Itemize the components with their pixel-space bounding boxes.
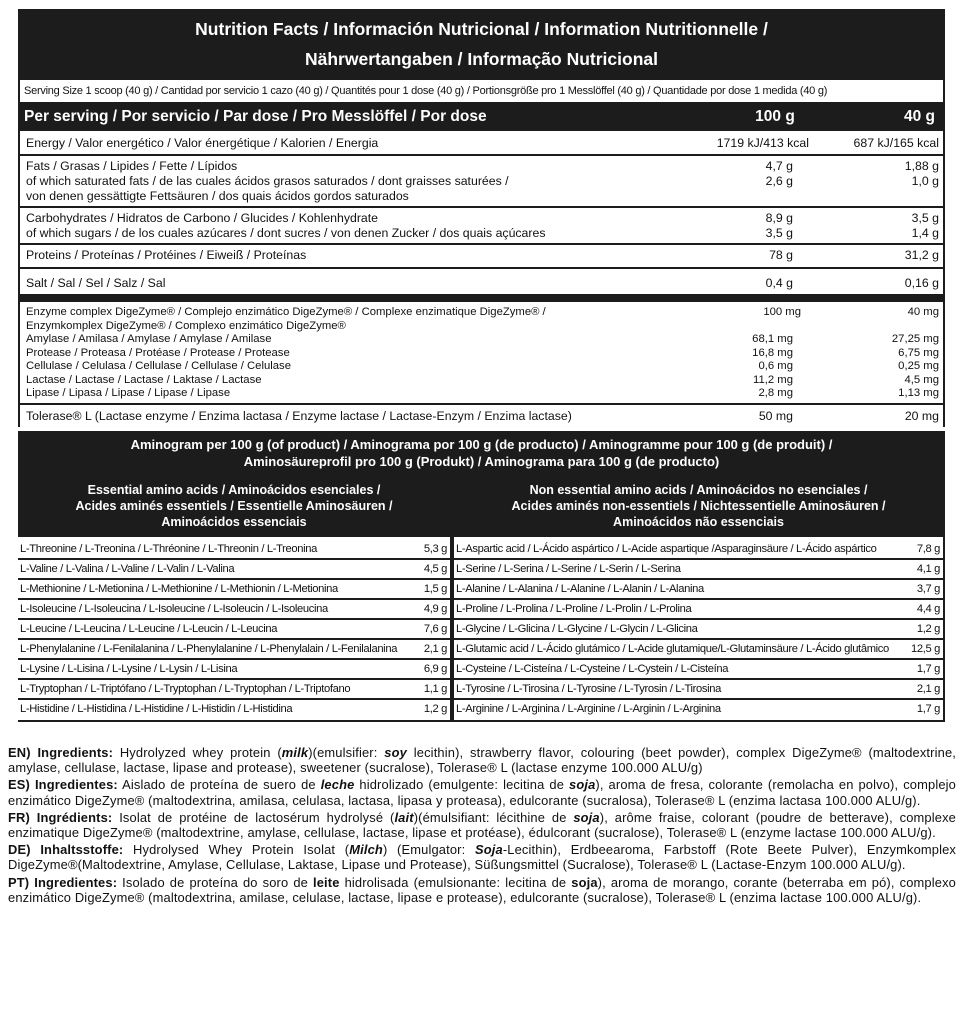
- ingredients-text: ), arôme fraise, colorant (poudre de betterave), complexe enzimatique DigeZyme® (maltodextrine, amylase, cellulase, lactase, lipase et protéase), édulcorant (sucralose), Tolerase® L (enzyme lactase 100.000 ALU/g).: [8, 809, 956, 841]
- ingredients-en: [8, 745, 956, 775]
- header-title-line1: Nutrition Facts / Información Nutricional / Information Nutritionnelle /: [195, 19, 768, 39]
- per-serving-row: [18, 102, 945, 131]
- row-value-100g: 78 g: [769, 248, 793, 262]
- ingredients-text: Isolado de proteína do soro de: [117, 874, 313, 890]
- row-value-100g: 8,9 g: [765, 211, 793, 225]
- row-subvalue-40g: 1,4 g: [911, 226, 939, 240]
- enzyme-item-value-40g: 6,75 mg: [898, 346, 939, 359]
- allergen: milk: [281, 745, 309, 760]
- amino-acid-name: L-Proline / L-Prolina / L-Proline / L-Prolin / L-Prolina: [456, 602, 692, 615]
- amino-acid-name: L-Serine / L-Serina / L-Serine / L-Serin / L-Serina: [456, 562, 681, 575]
- essential-amino-list: [18, 537, 450, 720]
- amino-acid-value: 2,1 g: [916, 682, 940, 695]
- nonessential-amino-row: [454, 600, 943, 620]
- enzyme-item-label: Lactase / Lactase / Lactase / Laktase / Lactase: [26, 373, 262, 386]
- ingredients-heading: Ingrédients:: [36, 809, 113, 825]
- amino-acid-name: L-Phenylalanine / L-Fenilalanina / L-Phenylalanine / L-Phenylalain / L-Fenilalanina: [20, 642, 398, 655]
- amino-acid-value: 5,3 g: [423, 542, 447, 555]
- allergen: soja: [573, 809, 600, 825]
- ingredients-text: hidrolisada (emulsionante: lecitina de: [339, 874, 572, 890]
- allergen: soja: [571, 874, 598, 890]
- amino-acid-value: 7,8 g: [916, 542, 940, 555]
- essential-amino-acids-title: [18, 479, 450, 537]
- essential-amino-row: [18, 700, 450, 720]
- ingredients-es: [8, 777, 956, 807]
- header-title-line2: Nährwertangaben / Informação Nutricional: [305, 49, 658, 69]
- enzyme-item-value-40g: 0,25 mg: [898, 360, 939, 372]
- ingredients-text: Hydrolyzed whey protein (: [113, 745, 282, 760]
- amino-acid-value: 4,5 g: [423, 562, 447, 575]
- ingredients-text: ), aroma de fresa, colorante (remolacha en polvo), complejo enzimático DigeZyme® (maltodextrina, amilasa, celulasa, lactasa, lipasa y proteasa), edulcorante (sucralosa), Tolerase® L (enzima lactasa 100.000 ALU/g).: [8, 777, 956, 808]
- essential-amino-row: [18, 660, 450, 680]
- nonessential-amino-row: [454, 620, 943, 640]
- nonessential-title-line: Aminoácidos não essenciais: [613, 514, 784, 529]
- nonessential-amino-row: [454, 640, 943, 660]
- ingredients-heading: Ingredients:: [37, 745, 114, 760]
- nonessential-amino-acids-title: [454, 479, 943, 537]
- row-value-40g: 1,88 g: [904, 159, 939, 173]
- ingredients-text: )(émulsifiant: lécithine de: [413, 809, 574, 825]
- row-label: Carbohydrates / Hidratos de Carbono / Glucides / Kohlenhydrate: [26, 211, 379, 225]
- row-value-100g: 1719 kJ/413 kcal: [716, 136, 809, 150]
- row-value-100g: 4,7 g: [765, 159, 793, 173]
- amino-acid-value: 1,5 g: [423, 582, 447, 595]
- aminogram-columns: [18, 479, 945, 722]
- nutrition-panel: [18, 9, 945, 722]
- lang-code: PT): [8, 874, 30, 890]
- allergen: Milch: [349, 842, 383, 858]
- essential-amino-row: [18, 680, 450, 700]
- amino-acid-name: L-Methionine / L-Metionina / L-Methionine / L-Methionin / L-Metionina: [20, 582, 338, 595]
- nonessential-amino-row: [454, 660, 943, 680]
- allergen: leche: [320, 777, 355, 793]
- ingredients-text: ) (Emulgator:: [382, 842, 475, 858]
- amino-acid-name: L-Lysine / L-Lisina / L-Lysine / L-Lysin / L-Lisina: [20, 662, 238, 675]
- lang-code: ES): [8, 777, 30, 793]
- essential-amino-row: [18, 560, 450, 580]
- allergen: soja: [569, 777, 596, 793]
- ingredients-heading: Inhaltsstoffe:: [40, 842, 124, 858]
- row-value-100g: 0,4 g: [765, 276, 793, 290]
- nonessential-title-line: Acides aminés non-essentiels / Nichtessentielle Aminosäuren /: [511, 498, 886, 513]
- row-label: Salt / Sal / Sel / Salz / Sal: [26, 276, 166, 290]
- nutrition-row-carbohydrates: [20, 208, 943, 245]
- amino-acid-name: L-Alanine / L-Alanina / L-Alanine / L-Alanin / L-Alanina: [456, 582, 704, 595]
- lang-code: DE): [8, 842, 31, 858]
- row-subvalue-40g: 1,0 g: [911, 174, 939, 188]
- amino-acid-name: L-Arginine / L-Arginina / L-Arginine / L-Arginin / L-Arginina: [456, 702, 721, 715]
- enzyme-item-value-40g: 1,13 mg: [898, 387, 939, 399]
- nonessential-amino-row: [454, 540, 943, 560]
- nonessential-amino-row: [454, 700, 943, 720]
- amino-acid-value: 1,7 g: [916, 662, 940, 675]
- nutrition-row-salt: [20, 269, 943, 302]
- enzyme-item-label: Lipase / Lipasa / Lipase / Lipase / Lipase: [26, 387, 231, 399]
- amino-acid-name: L-Cysteine / L-Cisteína / L-Cysteine / L-Cystein / L-Cisteína: [456, 662, 729, 675]
- enzyme-item: [20, 347, 943, 361]
- ingredients-text: Aislado de proteína de suero de: [117, 777, 321, 793]
- amino-acid-value: 1,1 g: [423, 682, 447, 695]
- ingredients-text: lecithin), strawberry flavor, colouring (beet powder), complex DigeZyme® (maltodextrine, amylase, cellulase, lactase, lipase and protease), sweetener (sucralose), Tolerase® L (lactase enzyme 100.000 ALU/g): [8, 745, 956, 776]
- enzyme-item: [20, 360, 943, 374]
- amino-acid-name: L-Isoleucine / L-Isoleucina / L-Isoleucine / L-Isoleucin / L-Isoleucina: [20, 602, 328, 615]
- amino-acid-value: 3,7 g: [916, 582, 940, 595]
- ingredients-fr: [8, 810, 956, 840]
- enzyme-complex-block: [20, 302, 943, 405]
- tolerase-value-40g: 20 mg: [904, 408, 939, 423]
- row-value-40g: 687 kJ/165 kcal: [853, 136, 939, 150]
- nonessential-amino-row: [454, 560, 943, 580]
- amino-acid-name: L-Tyrosine / L-Tirosina / L-Tyrosine / L-Tyrosin / L-Tirosina: [456, 682, 722, 695]
- amino-acid-name: L-Glutamic acid / L-Ácido glutámico / L-Acide glutamique/L-Glutaminsäure / L-Ácido glutâmico: [456, 642, 889, 655]
- row-label: Fats / Grasas / Lipides / Fette / Lípidos: [26, 159, 238, 173]
- enzyme-item-value-100g: 0,6 mg: [758, 360, 793, 372]
- nutrition-row-proteins: [20, 245, 943, 269]
- amino-acid-name: L-Glycine / L-Glicina / L-Glycine / L-Glycin / L-Glicina: [456, 622, 698, 635]
- allergen: lait: [394, 809, 414, 825]
- per-serving-label: Per serving / Por servicio / Par dose / Pro Messlöffel / Por dose: [24, 107, 487, 125]
- ingredients-text: Hydrolysed Whey Protein Isolat (: [123, 842, 350, 858]
- ingredients-de: [8, 842, 956, 872]
- enzyme-item-value-40g: 27,25 mg: [891, 333, 939, 345]
- tolerase-label: Tolerase® L (Lactase enzyme / Enzima lactasa / Enzyme lactase / Lactase-Enzym / Enzima lactase): [26, 408, 572, 423]
- amino-acid-value: 1,2 g: [423, 702, 447, 715]
- aminogram-title-line2: Aminosäureprofil pro 100 g (Produkt) / Aminograma para 100 g (de producto): [243, 453, 720, 469]
- enzyme-item-label: Protease / Proteasa / Protéase / Protease / Protease: [26, 346, 290, 359]
- nonessential-amino-acids: [454, 479, 943, 720]
- ingredients-text: hidrolizado (emulgente: lecitina de: [354, 777, 569, 793]
- col-40g-header: 40 g: [903, 107, 935, 125]
- ingredients-text: )(emulsifier:: [308, 745, 385, 760]
- row-sublabel-line1: of which saturated fats / de las cuales ácidos grasos saturados / dont graisses saturées /: [26, 174, 509, 188]
- ingredients-text: -Lecithin), Erdbeearoma, Farbstoff (Rote Beete Pulver), Enzymkomplex DigeZyme®(Maltodextrine, Amylase, Cellulase, Laktase, Lipase und Protease), Süßungsmittel (Sucralose), Tolerase® L (Lactase-Enzym 100.000 ALU/g).: [8, 842, 957, 873]
- tolerase-row: [20, 405, 943, 427]
- row-value-40g: 31,2 g: [904, 248, 939, 262]
- row-sublabel: [20, 174, 693, 204]
- row-subvalue-100g: 2,6 g: [765, 174, 793, 188]
- nutrition-table: [18, 131, 945, 427]
- essential-amino-acids: [18, 479, 450, 720]
- enzyme-item: [20, 374, 943, 388]
- amino-acid-name: L-Valine / L-Valina / L-Valine / L-Valin / L-Valina: [20, 562, 235, 575]
- amino-acid-value: 4,1 g: [916, 562, 940, 575]
- amino-acid-name: L-Histidine / L-Histidina / L-Histidine / L-Histidin / L-Histidina: [20, 702, 293, 715]
- ingredients-heading: Ingredientes:: [34, 777, 118, 793]
- col-100g-header: 100 g: [755, 107, 795, 125]
- nonessential-title-line: Non essential amino acids / Aminoácidos no esenciales /: [529, 482, 868, 497]
- amino-acid-name: L-Tryptophan / L-Triptófano / L-Tryptophan / L-Tryptophan / L-Triptofano: [20, 682, 351, 695]
- enzyme-item-value-100g: 2,8 mg: [758, 387, 793, 399]
- nutrition-header: [18, 9, 945, 80]
- lang-code: EN): [8, 745, 31, 760]
- allergen: soy: [384, 745, 407, 760]
- essential-amino-row: [18, 540, 450, 560]
- amino-acid-name: L-Leucine / L-Leucina / L-Leucine / L-Leucin / L-Leucina: [20, 622, 278, 635]
- amino-acid-value: 4,9 g: [423, 602, 447, 615]
- essential-amino-row: [18, 620, 450, 640]
- enzyme-value-40g: 40 mg: [907, 306, 939, 318]
- row-value-40g: 3,5 g: [911, 211, 939, 225]
- row-subvalue-100g: 3,5 g: [765, 226, 793, 240]
- enzyme-title-line1: Enzyme complex DigeZyme® / Complejo enzimático DigeZyme® / Complexe enzimatique DigeZyme® /: [26, 306, 546, 318]
- amino-acid-value: 1,2 g: [916, 622, 940, 635]
- nonessential-amino-row: [454, 680, 943, 700]
- nutrition-row-energy: [20, 131, 943, 156]
- ingredients-pt: [8, 875, 956, 905]
- enzyme-item-value-100g: 11,2 mg: [753, 373, 793, 386]
- essential-amino-row: [18, 580, 450, 600]
- row-sublabel-line2: von denen gessättigte Fettsäuren / dos quais ácidos gordos saturados: [26, 189, 409, 203]
- amino-acid-name: L-Threonine / L-Treonina / L-Thréonine / L-Threonin / L-Treonina: [20, 542, 318, 555]
- enzyme-item-value-100g: 68,1 mg: [752, 333, 793, 345]
- enzyme-item-value-100g: 16,8 mg: [752, 346, 793, 359]
- tolerase-value-100g: 50 mg: [758, 408, 793, 423]
- amino-acid-value: 2,1 g: [423, 642, 447, 655]
- ingredients-section: [8, 745, 956, 907]
- nutrition-row-fats: [20, 156, 943, 208]
- allergen: Soja: [475, 842, 503, 858]
- amino-acid-value: 4,4 g: [916, 602, 940, 615]
- amino-acid-value: 12,5 g: [910, 642, 940, 655]
- enzyme-title: [20, 306, 693, 333]
- row-sublabel: of which sugars / de los cuales azúcares / dont sucres / von denen Zucker / dos quais açúcares: [26, 226, 546, 240]
- enzyme-item-label: Cellulase / Celulasa / Cellulase / Cellulase / Celulase: [26, 360, 291, 372]
- essential-title-line: Essential amino acids / Aminoácidos esenciales /: [87, 482, 381, 497]
- aminogram-header: [18, 431, 945, 479]
- enzyme-item: [20, 387, 943, 401]
- lang-code: FR): [8, 809, 30, 825]
- serving-size: Serving Size 1 scoop (40 g) / Cantidad por servicio 1 cazo (40 g) / Quantités pour 1 dose (40 g) / Portionsgröße pro 1 Messlöffel (40 g) / Quantidade por dose 1 medida (40 g): [18, 80, 945, 102]
- amino-acid-value: 6,9 g: [423, 662, 447, 675]
- essential-amino-row: [18, 600, 450, 620]
- amino-acid-value: 7,6 g: [423, 622, 447, 635]
- enzyme-item-label: Amylase / Amilasa / Amylase / Amylase / Amilase: [26, 333, 272, 345]
- enzyme-item-value-40g: 4,5 mg: [904, 373, 939, 386]
- row-value-40g: 0,16 g: [904, 276, 939, 290]
- ingredients-text: ), aroma de morango, corante (beterraba em pó), complexo enzimático DigeZyme® (maltodextrina, amilase, celulase, lactase, lipase e protease), edulcorante (sucralose), Tolerase® L (enzima lactase 100.000 ALU/g).: [8, 874, 956, 905]
- ingredients-text: Isolat de protéine de lactosérum hydrolysé (: [112, 809, 395, 825]
- row-label: Energy / Valor energético / Valor énergétique / Kalorien / Energia: [26, 136, 379, 150]
- essential-title-line: Aminoácidos essenciais: [161, 514, 307, 529]
- ingredients-heading: Ingredientes:: [34, 874, 118, 890]
- aminogram-title-line1: Aminogram per 100 g (of product) / Aminograma por 100 g (de producto) / Aminogramme pour 100 g (de produit) /: [130, 436, 833, 452]
- essential-title-line: Acides aminés essentiels / Essentielle Aminosäuren /: [75, 498, 393, 513]
- row-label: Proteins / Proteínas / Protéines / Eiweiß / Proteínas: [26, 248, 307, 262]
- enzyme-value-100g: 100 mg: [763, 306, 801, 318]
- nonessential-amino-list: [454, 537, 943, 720]
- nonessential-amino-row: [454, 580, 943, 600]
- amino-acid-value: 1,7 g: [916, 702, 940, 715]
- enzyme-title-line2: Enzymkomplex DigeZyme® / Complexo enzimático DigeZyme®: [26, 319, 346, 332]
- essential-amino-row: [18, 640, 450, 660]
- enzyme-item: [20, 333, 943, 347]
- amino-acid-name: L-Aspartic acid / L-Ácido aspártico / L-Acide aspartique /Asparaginsäure / L-Ácido aspártico: [456, 542, 877, 555]
- allergen: leite: [313, 874, 340, 890]
